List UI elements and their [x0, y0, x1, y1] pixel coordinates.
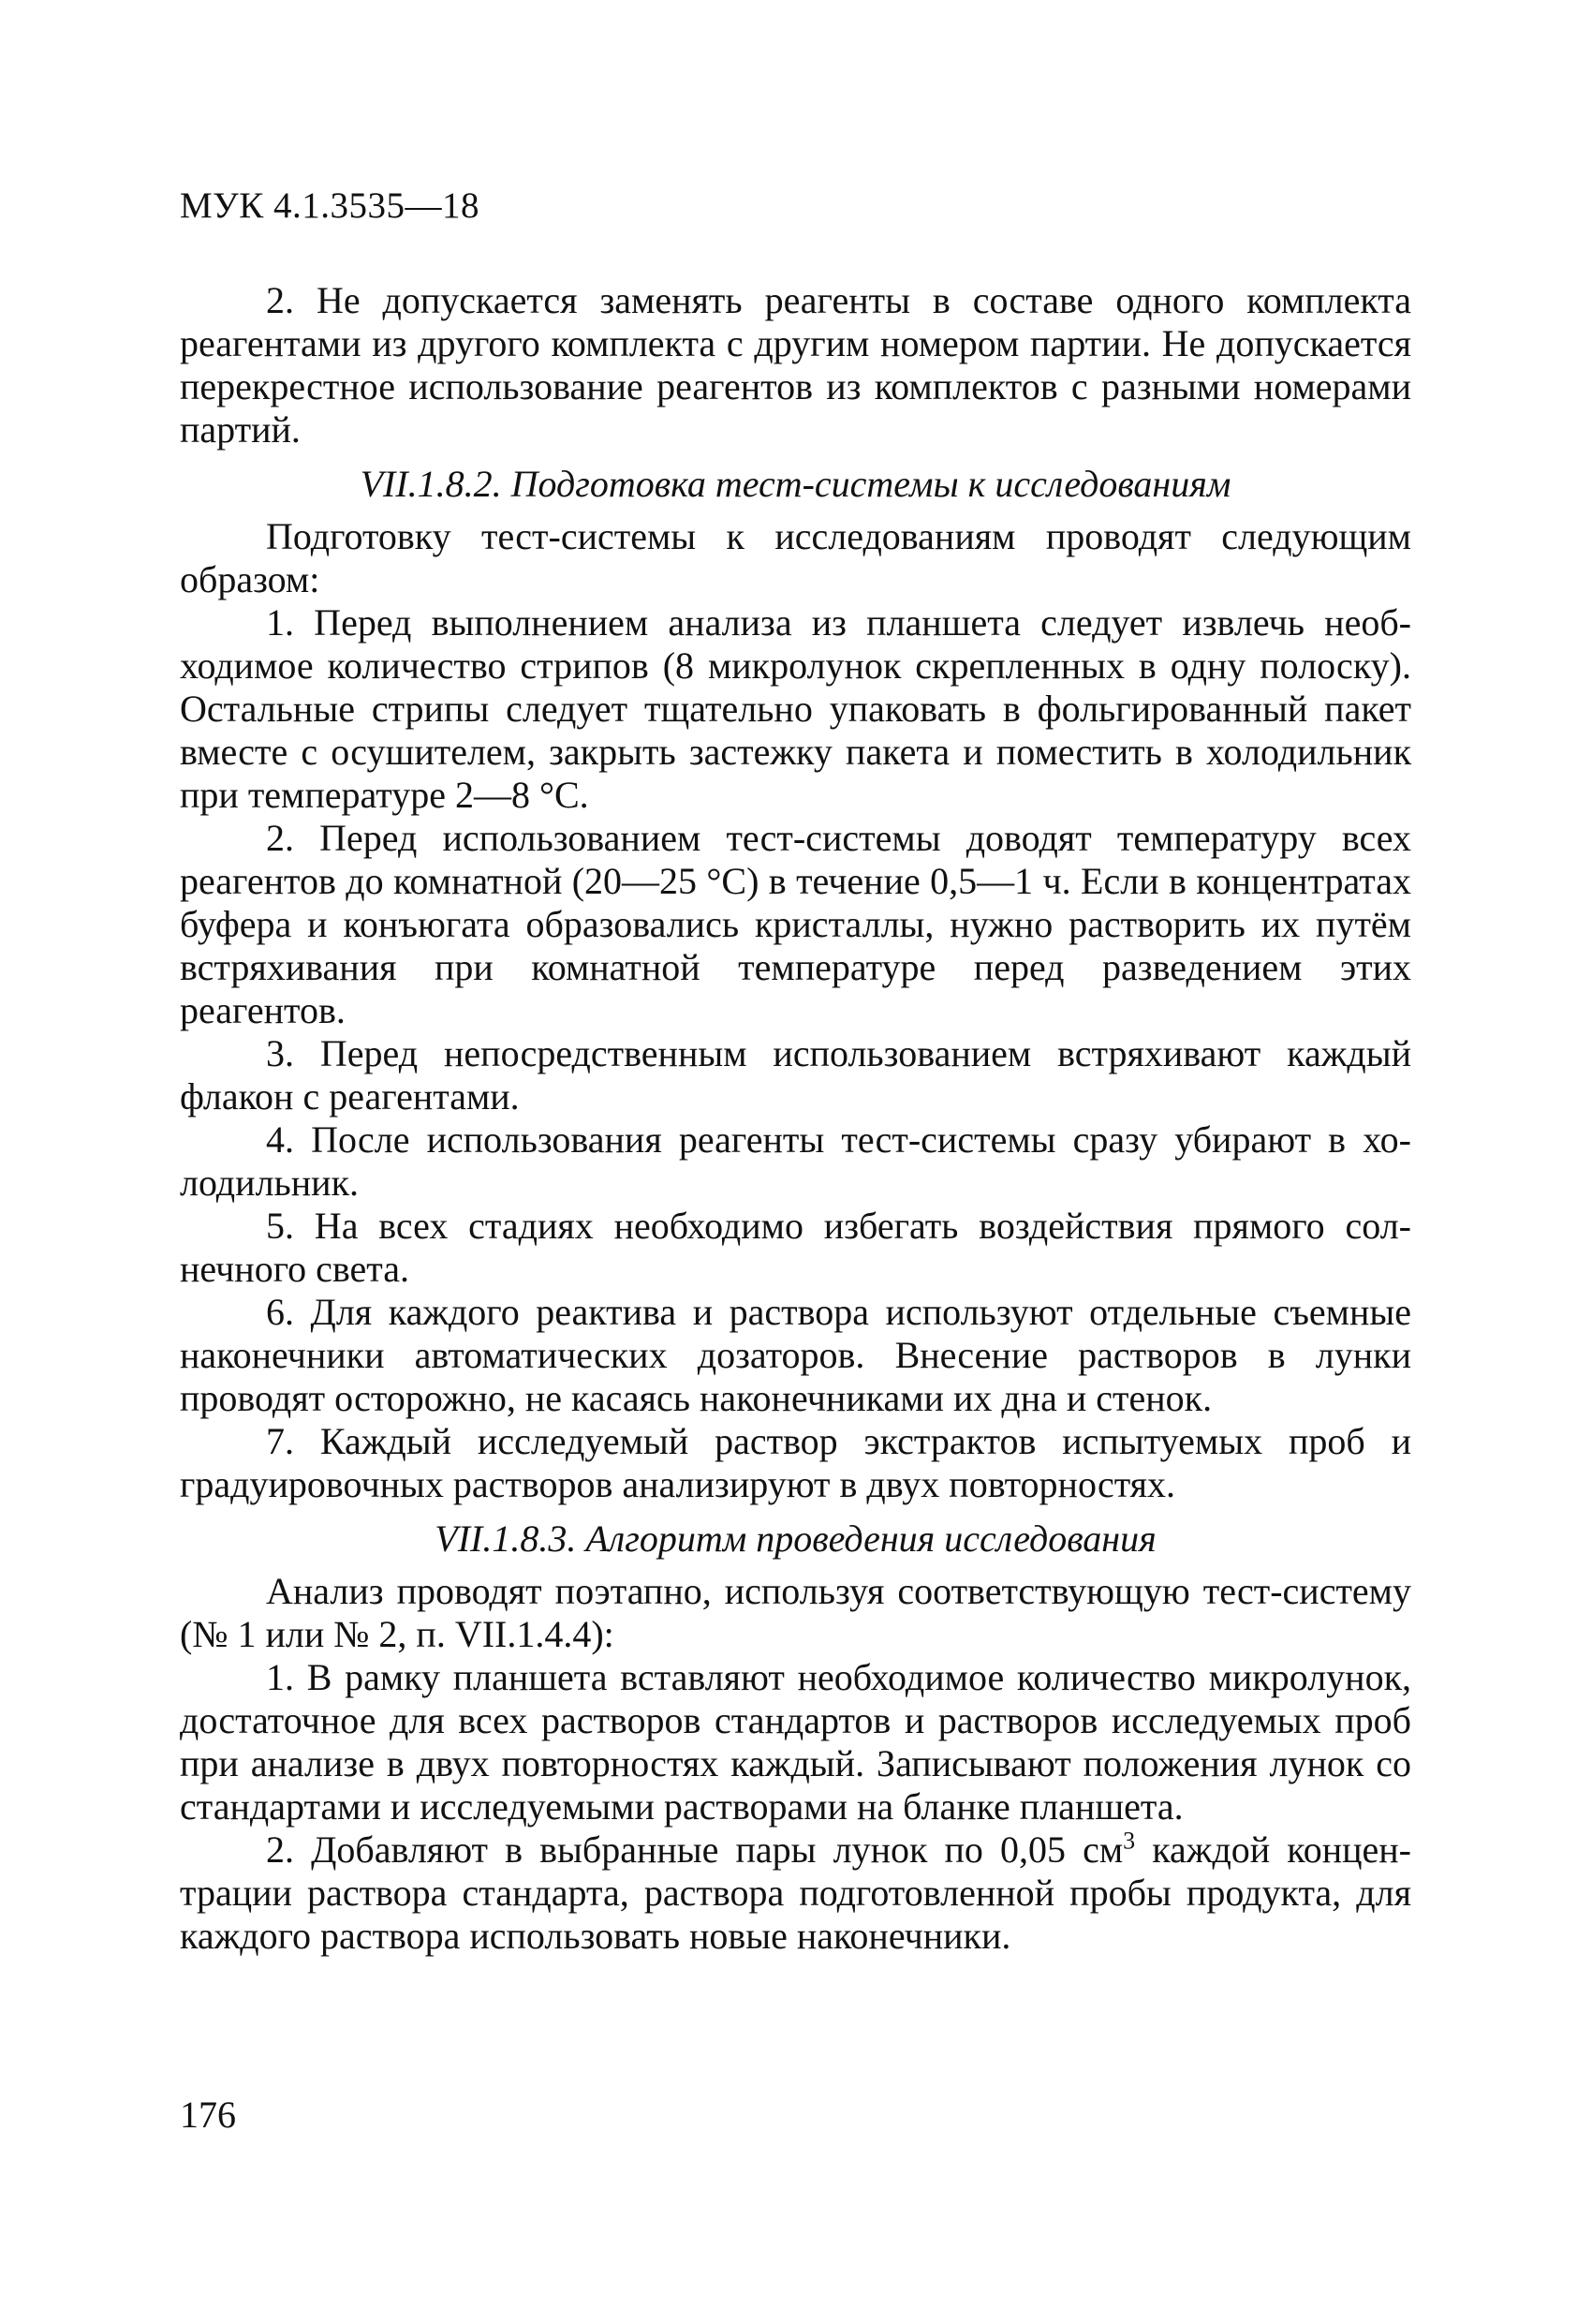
paragraph-preparation-step-2: 2. Перед использованием тест-системы доводят температуру всех реагентов до комнатной (20—25 °С) в течение 0,5—1 ч. Если в концентратах буфера и конъюгата образовались кристаллы, нужно растворить их путём встряхивания при комнатной температуре перед разведением этих реагентов.: [180, 817, 1411, 1031]
document-code-header: МУК 4.1.3535—18: [180, 185, 480, 226]
page-number: 176: [180, 2094, 236, 2136]
paragraph-reagent-replacement: 2. Не допускается заменять реагенты в составе одного комплекта реагентами из другого комплекта с другим номером партии. Не допускается перекрестное использование реагентов из комплектов с разными номерами партий.: [180, 279, 1411, 451]
paragraph-preparation-step-1: 1. Перед выполнением анализа из планшета следует извлечь необходимое количество стрипов (8 микролунок скрепленных в одну полоску). Остальные стрипы следует тщательно упаковать в фольгированный пакет вместе с осушителем, закрыть застежку пакета и поместить в холодильник при температуре 2—8 °С.: [180, 601, 1411, 816]
section-heading-algorithm: VII.1.8.3. Алгоритм проведения исследования: [435, 1517, 1157, 1560]
algorithm-step-2-text-end: каждой концентрации раствора стандарта, раствора подготовленной пробы продукта, для каждого раствора использовать новые наконечники.: [180, 1828, 1411, 1957]
cubic-exponent: 3: [1123, 1827, 1136, 1855]
paragraph-algorithm-step-2: [180, 1828, 1411, 1958]
paragraph-preparation-intro: Подготовку тест-системы к исследованиям проводят следующим образом:: [180, 515, 1411, 600]
document-body: [180, 279, 1411, 1958]
paragraph-preparation-step-5: 5. На всех стадиях необходимо избегать воздействия прямого солнечного света.: [180, 1205, 1411, 1290]
paragraph-preparation-step-3: 3. Перед непосредственным использованием встряхивают каждый флакон с реагентами.: [180, 1032, 1411, 1118]
paragraph-algorithm-step-1: 1. В рамку планшета вставляют необходимое количество микролунок, достаточное для всех растворов стандартов и растворов исследуемых проб при анализе в двух повторностях каждый. Записывают положения лунок со стандартами и исследуемыми растворами на бланке планшета.: [180, 1656, 1411, 1828]
paragraph-preparation-step-4: 4. После использования реагенты тест-системы сразу убирают в холодильник.: [180, 1118, 1411, 1204]
paragraph-preparation-step-7: 7. Каждый исследуемый раствор экстрактов испытуемых проб и градуировочных растворов анализируют в двух повторностях.: [180, 1420, 1411, 1505]
paragraph-preparation-step-6: 6. Для каждого реактива и раствора используют отдельные съемные наконечники автоматических дозаторов. Внесение растворов в лунки проводят осторожно, не касаясь наконечниками их дна и стенок.: [180, 1291, 1411, 1419]
section-heading-preparation: VII.1.8.2. Подготовка тест-системы к исследованиям: [360, 463, 1231, 505]
algorithm-step-2-text-start: 2. Добавляют в выбранные пары лунок по 0,05 см: [266, 1828, 1124, 1871]
paragraph-algorithm-intro: Анализ проводят поэтапно, используя соответствующую тест-систему (№ 1 или № 2, п. VII.1.4.4):: [180, 1570, 1411, 1655]
